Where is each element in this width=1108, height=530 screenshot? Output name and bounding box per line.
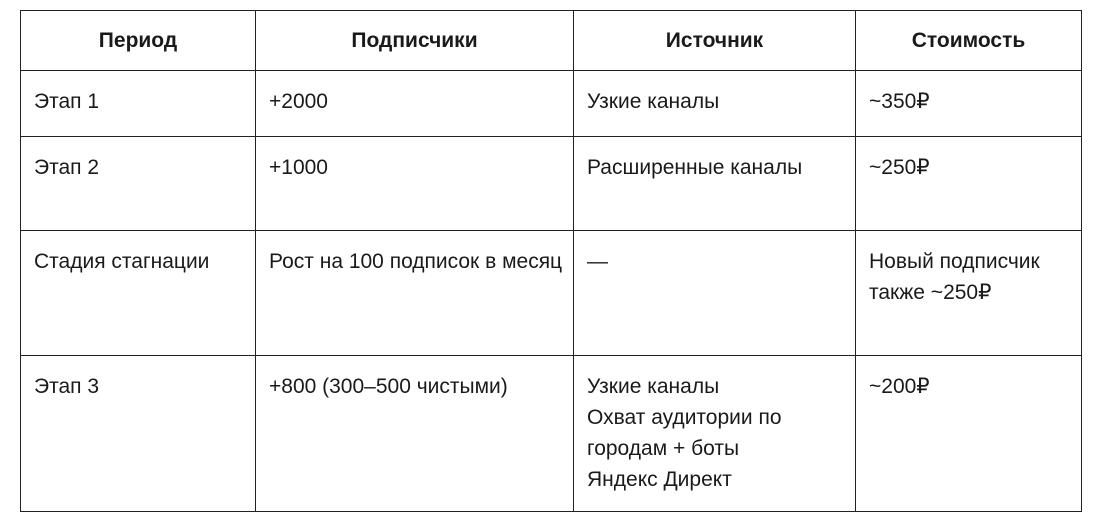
source-line: Узкие каналы xyxy=(587,375,720,398)
cell-cost: ~200₽ xyxy=(856,356,1082,512)
subscribers-table xyxy=(20,10,1082,512)
cell-period: Этап 1 xyxy=(21,71,256,137)
cell-cost: ~250₽ xyxy=(856,137,1082,231)
table-row xyxy=(21,231,1082,356)
header-source: Источник xyxy=(574,11,856,71)
source-line: Узкие каналы xyxy=(587,90,720,113)
table-row xyxy=(21,71,1082,137)
header-subscribers: Подписчики xyxy=(256,11,574,71)
cell-cost: Новый подписчик также ~250₽ xyxy=(856,231,1082,356)
cell-source xyxy=(574,137,856,231)
cell-period: Стадия стагнации xyxy=(21,231,256,356)
header-cost: Стоимость xyxy=(856,11,1082,71)
source-line: Расширенные каналы xyxy=(587,156,803,179)
cell-cost: ~350₽ xyxy=(856,71,1082,137)
cell-subscribers: +800 (300–500 чистыми) xyxy=(256,356,574,512)
cell-source xyxy=(574,71,856,137)
source-line: Яндекс Директ xyxy=(587,468,732,491)
source-line: — xyxy=(587,250,608,273)
table-row xyxy=(21,356,1082,512)
header-period: Период xyxy=(21,11,256,71)
cell-subscribers: +1000 xyxy=(256,137,574,231)
cell-source xyxy=(574,231,856,356)
cell-period: Этап 3 xyxy=(21,356,256,512)
cell-period: Этап 2 xyxy=(21,137,256,231)
cell-source xyxy=(574,356,856,512)
table-header-row xyxy=(21,11,1082,71)
cell-subscribers: Рост на 100 подписок в месяц xyxy=(256,231,574,356)
cell-subscribers: +2000 xyxy=(256,71,574,137)
source-line: Охват аудитории по городам + боты xyxy=(587,406,782,460)
table-row xyxy=(21,137,1082,231)
